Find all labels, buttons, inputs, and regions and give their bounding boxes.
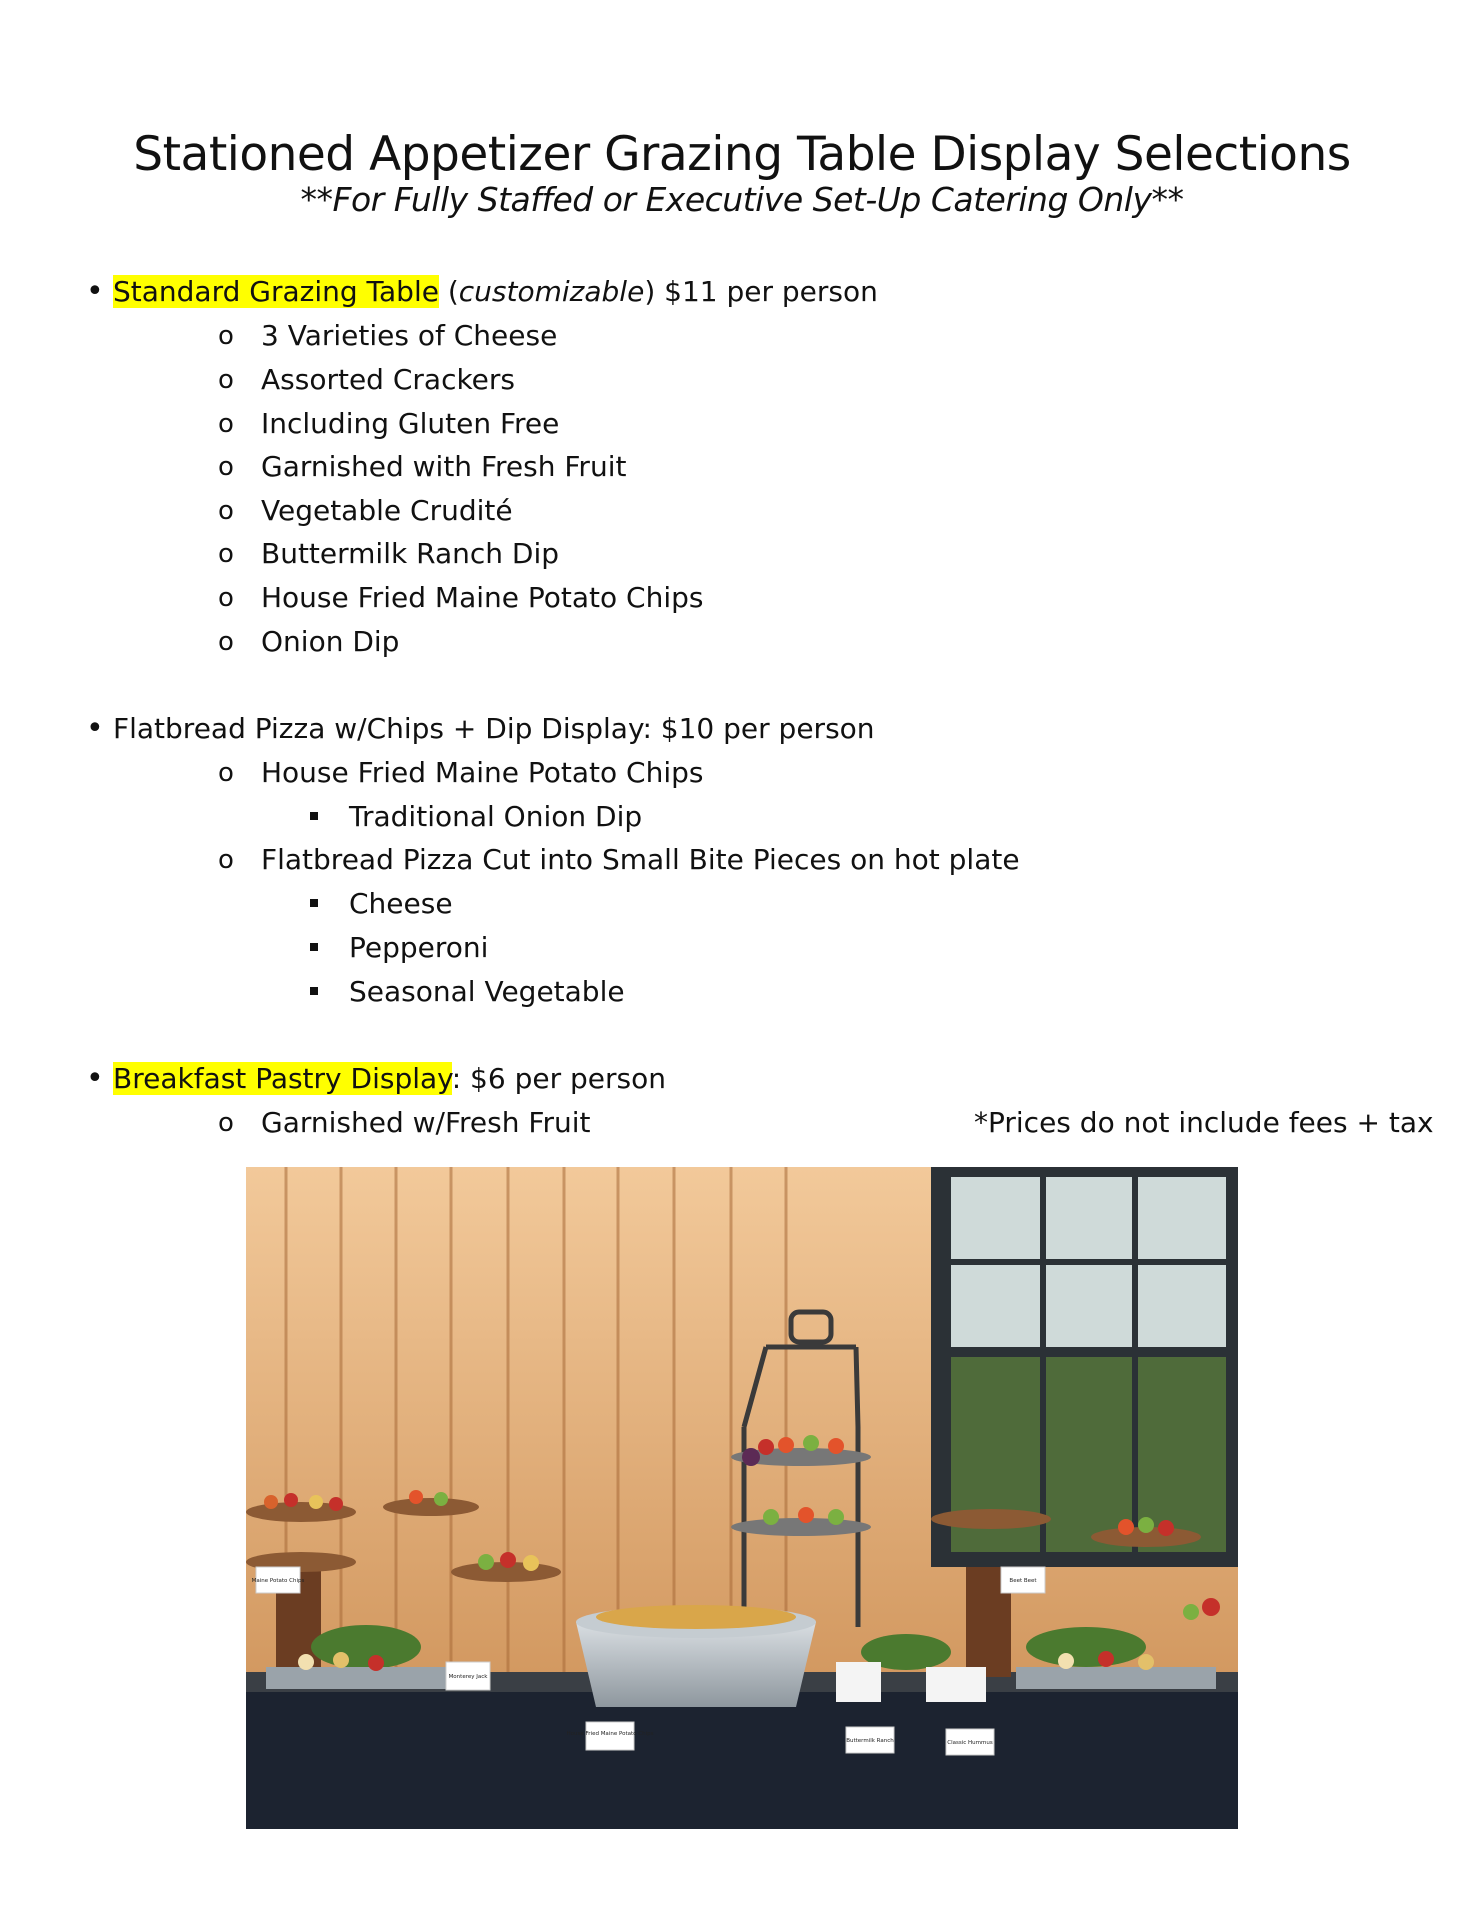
bullet-icon: •	[86, 711, 104, 746]
circle-bullet-icon: o	[218, 496, 234, 526]
section-flatbread-title: Flatbread Pizza w/Chips + Dip Display: $10 per person	[113, 712, 875, 745]
list-item: Onion Dip	[261, 625, 400, 658]
square-bullet-icon	[310, 899, 318, 907]
page-subtitle: **For Fully Staffed or Executive Set-Up Catering Only**	[300, 180, 1184, 219]
prices-footnote: *Prices do not include fees + tax	[974, 1106, 1434, 1139]
photo-label: Maine Potato Chips	[251, 1578, 305, 1584]
list-item: Flatbread Pizza Cut into Small Bite Pieces on hot plate	[261, 843, 1020, 876]
photo-label: Classic Hummus	[947, 1740, 993, 1746]
grazing-table-photo	[246, 1167, 1238, 1829]
bullet-icon: •	[86, 1061, 104, 1096]
sub-list-item: Pepperoni	[349, 931, 489, 964]
photo-label: Monterey Jack	[448, 1674, 488, 1680]
list-item: Buttermilk Ranch Dip	[261, 537, 560, 570]
sub-list-item: Cheese	[349, 887, 453, 920]
square-bullet-icon	[310, 987, 318, 995]
circle-bullet-icon: o	[218, 539, 234, 569]
photo-label: Buttermilk Ranch	[846, 1738, 894, 1744]
photo-label: House Fried Maine Potato Chips	[566, 1731, 654, 1737]
bullet-icon: •	[86, 274, 104, 309]
photo-label: Beet Beet	[1009, 1578, 1037, 1584]
list-item: House Fried Maine Potato Chips	[261, 756, 704, 789]
list-item: Assorted Crackers	[261, 363, 516, 396]
circle-bullet-icon: o	[218, 452, 234, 482]
circle-bullet-icon: o	[218, 583, 234, 613]
list-item: House Fried Maine Potato Chips	[261, 581, 704, 614]
list-item: Vegetable Crudité	[261, 494, 513, 527]
list-item: 3 Varieties of Cheese	[261, 319, 558, 352]
list-item: Garnished with Fresh Fruit	[261, 450, 627, 483]
breakfast-pastry-name: Breakfast Pastry Display	[113, 1062, 452, 1095]
sub-list-item: Traditional Onion Dip	[349, 800, 643, 833]
page-title: Stationed Appetizer Grazing Table Display Selections	[133, 127, 1351, 182]
circle-bullet-icon: o	[218, 1108, 234, 1138]
circle-bullet-icon: o	[218, 627, 234, 657]
section-breakfast-title: Breakfast Pastry Display: $6 per person	[113, 1062, 666, 1095]
circle-bullet-icon: o	[218, 409, 234, 439]
square-bullet-icon	[310, 943, 318, 951]
section-standard-grazing-title: Standard Grazing Table (customizable) $11 per person	[113, 275, 878, 308]
circle-bullet-icon: o	[218, 365, 234, 395]
square-bullet-icon	[310, 812, 318, 820]
list-item: Garnished w/Fresh Fruit	[261, 1106, 591, 1139]
circle-bullet-icon: o	[218, 321, 234, 351]
customizable-note: customizable	[458, 275, 645, 308]
circle-bullet-icon: o	[218, 758, 234, 788]
circle-bullet-icon: o	[218, 845, 234, 875]
sub-list-item: Seasonal Vegetable	[349, 975, 625, 1008]
list-item: Including Gluten Free	[261, 407, 560, 440]
standard-grazing-name: Standard Grazing Table	[113, 275, 439, 308]
